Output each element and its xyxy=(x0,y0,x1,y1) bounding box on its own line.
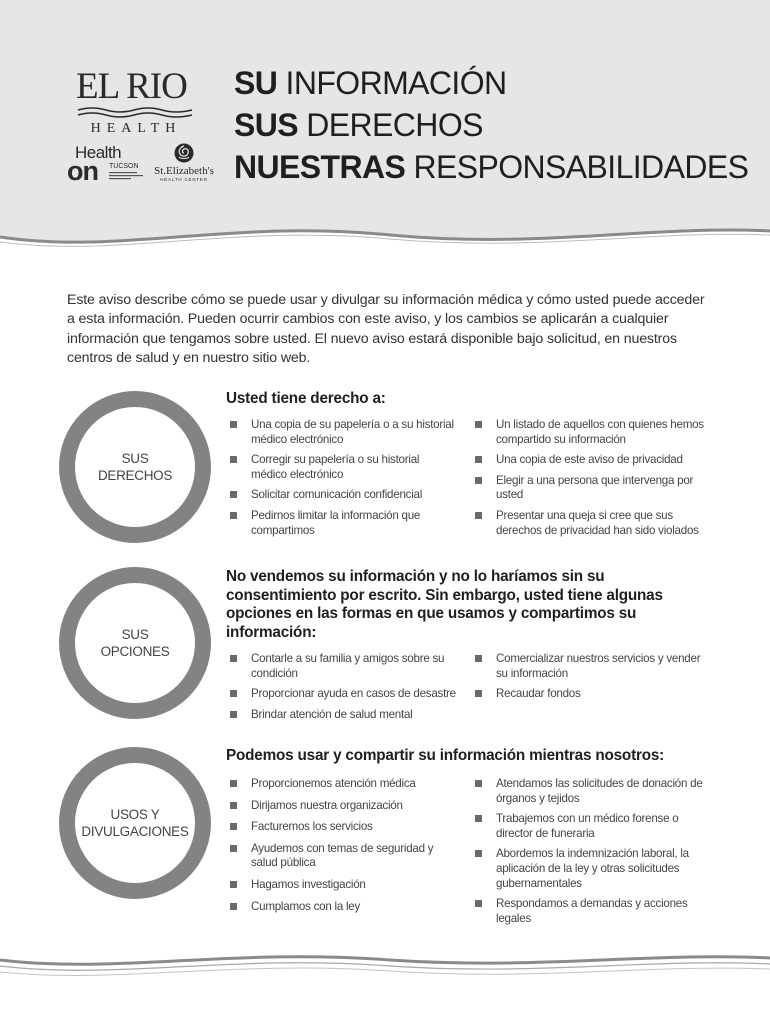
title-line-2: SUS DERECHOS xyxy=(234,107,483,143)
list-item: Una copia de este aviso de privacidad xyxy=(474,453,708,468)
health-on-tucson-logo xyxy=(67,143,147,187)
health-on-tucson-text: TUCSON xyxy=(109,163,139,170)
ring-sus-derechos: SUS DERECHOS xyxy=(59,391,211,543)
opciones-right-list xyxy=(474,652,704,702)
opciones-left-list xyxy=(229,652,464,722)
list-item: Cumplamos con la ley xyxy=(229,900,454,915)
el-rio-waves-icon xyxy=(76,106,194,120)
page-title xyxy=(234,62,748,188)
list-item: Respondamos a demandas y acciones legales xyxy=(474,897,708,926)
list-item: Dirijamos nuestra organización xyxy=(229,799,454,814)
list-item: Pedirnos limitar la información que compartimos xyxy=(229,509,454,538)
health-on-on-text: on xyxy=(67,156,98,186)
list-item: Solicitar comunicación confidencial xyxy=(229,488,454,503)
el-rio-logo-name: EL RIO xyxy=(76,66,187,107)
list-item: Atendamos las solicitudes de donación de órganos y tejidos xyxy=(474,777,708,806)
list-item: Proporcionemos atención médica xyxy=(229,777,454,792)
list-item: Comercializar nuestros servicios y vender su información xyxy=(474,652,704,681)
intro-paragraph: Este aviso describe cómo se puede usar y divulgar su información médica y cómo usted puede acceder a esta información. Pueden ocurrir cambios con este aviso, y los cambios se aplicarán a cualquier información que tengamos sobre usted. El nuevo aviso estará disponible bajo solicitud, en nuestros centros de salud y en nuestro sitio web. xyxy=(67,292,705,366)
rose-icon xyxy=(173,142,195,164)
derechos-left-list xyxy=(229,418,454,538)
list-item: Corregir su papelería o su historial médico electrónico xyxy=(229,453,454,482)
opciones-heading: No vendemos su información y no lo haríamos sin su consentimiento por escrito. Sin embargo, usted tiene algunas opciones en las formas en que usamos y compartimos su información: xyxy=(226,568,663,641)
usos-right-list xyxy=(474,777,708,926)
el-rio-health-logo xyxy=(76,68,196,137)
list-item: Presentar una queja si cree que sus derechos de privacidad han sido violados xyxy=(474,509,708,538)
derechos-heading: Usted tiene derecho a: xyxy=(226,390,386,407)
footer-wave-divider xyxy=(0,940,770,990)
st-elizabeths-name: St.Elizabeth's xyxy=(154,165,214,177)
health-on-health-text: Health xyxy=(75,143,122,162)
derechos-right-list xyxy=(474,418,708,538)
title-line-1: SU INFORMACIÓN xyxy=(234,65,507,101)
list-item: Elegir a una persona que intervenga por usted xyxy=(474,474,708,503)
ring-usos-divulgaciones: USOS Y DIVULGACIONES xyxy=(59,747,211,899)
list-item: Abordemos la indemnización laboral, la aplicación de la ley y otras solicitudes gubernamentales xyxy=(474,847,708,891)
list-item: Facturemos los servicios xyxy=(229,820,454,835)
ring-sus-opciones: SUS OPCIONES xyxy=(59,567,211,719)
st-elizabeths-logo xyxy=(154,142,214,182)
list-item: Brindar atención de salud mental xyxy=(229,708,464,723)
list-item: Una copia de su papelería o a su historial médico electrónico xyxy=(229,418,454,447)
el-rio-logo-sub: HEALTH xyxy=(90,121,182,136)
list-item: Trabajemos con un médico forense o director de funeraria xyxy=(474,812,708,841)
list-item: Recaudar fondos xyxy=(474,687,704,702)
list-item: Proporcionar ayuda en casos de desastre xyxy=(229,687,464,702)
list-item: Un listado de aquellos con quienes hemos compartido su información xyxy=(474,418,708,447)
list-item: Ayudemos con temas de seguridad y salud pública xyxy=(229,842,454,871)
list-item: Contarle a su familia y amigos sobre su condición xyxy=(229,652,464,681)
header-wave-divider xyxy=(0,215,770,260)
list-item: Hagamos investigación xyxy=(229,878,454,893)
st-elizabeths-sub: HEALTH CENTER xyxy=(160,177,208,182)
usos-left-list xyxy=(229,777,454,914)
usos-heading: Podemos usar y compartir su información mientras nosotros: xyxy=(226,747,665,764)
title-line-3: NUESTRAS RESPONSABILIDADES xyxy=(234,149,749,185)
health-on-tagline-graphic xyxy=(109,172,147,180)
